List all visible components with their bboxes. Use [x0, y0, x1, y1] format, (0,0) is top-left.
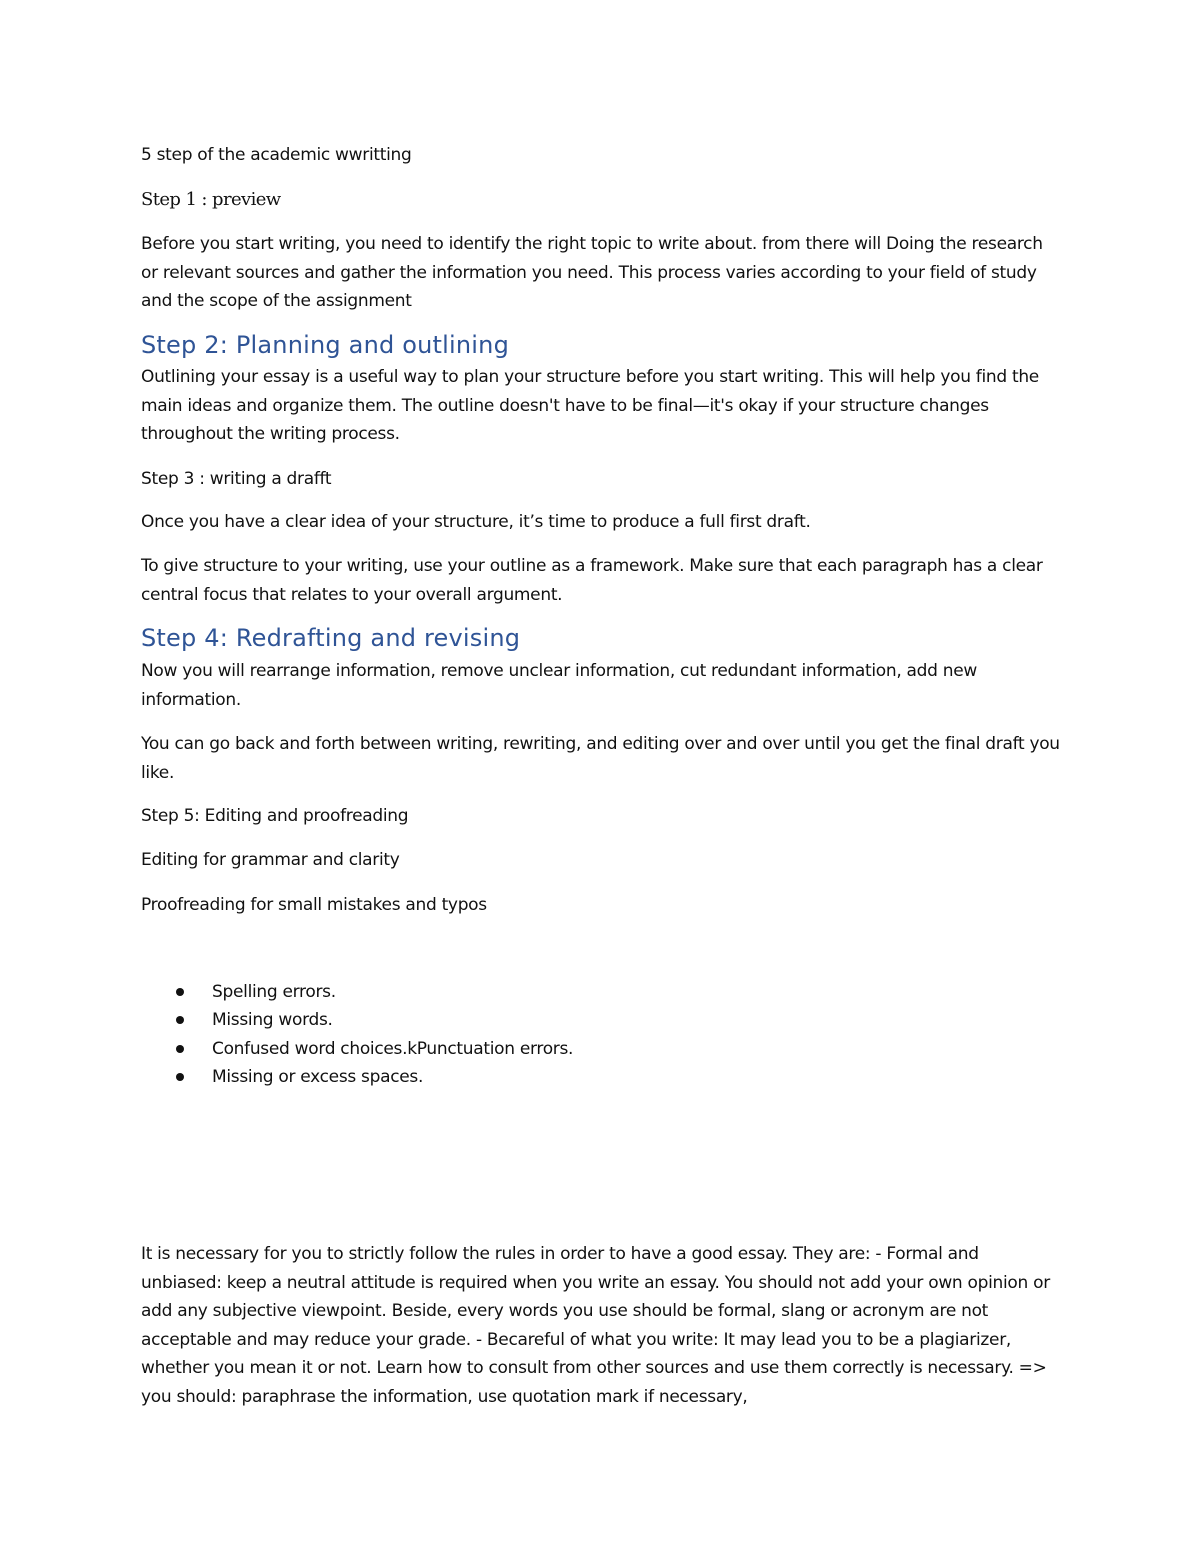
bullet-icon — [176, 1073, 184, 1081]
bullet-text: Missing or excess spaces. — [212, 1066, 424, 1087]
bullet-text: Missing words. — [212, 1010, 333, 1031]
step3-paragraph-2: To give structure to your writing, use your outline as a framework. Make sure that each paragraph has a clear central focus that relates to your overall argument. — [141, 556, 1043, 605]
step5-line-1: Editing for grammar and clarity — [141, 850, 400, 870]
list-item — [170, 978, 870, 1006]
step3-heading: Step 3 : writing a drafft — [141, 469, 332, 489]
bullet-text: Spelling errors. — [212, 982, 336, 1002]
step5-heading: Step 5: Editing and proofreading — [141, 806, 409, 826]
bullet-icon — [176, 988, 184, 996]
bullet-text: Confused word choices.kPunctuation errors. — [212, 1038, 574, 1059]
bullet-icon — [176, 1016, 184, 1024]
step5-line-2: Proofreading for small mistakes and typos — [141, 895, 487, 915]
closing-paragraph: It is necessary for you to strictly follow the rules in order to have a good essay. They are: - Formal and unbiased: keep a neutral attitude is required when you write an essay. You should not add your own opinion or add any subjective viewpoint. Beside, every words you use should be formal, slang or acronym are not acceptable and may reduce your grade. - Becareful of what you write: It may lead you to be a plagiarizer, whether you mean it or not. Learn how to consult from other sources and use them correctly is necessary. => you should: paraphrase the information, use quotation mark if necessary, — [141, 1244, 1050, 1407]
list-item — [170, 1006, 870, 1034]
step4-paragraph-1: Now you will rearrange information, remove unclear information, cut redundant information, add new information. — [141, 661, 977, 710]
document-title: 5 step of the academic wwritting — [141, 145, 412, 165]
step5-bullet-list — [170, 978, 870, 1091]
bullet-icon — [176, 1045, 184, 1053]
step1-paragraph: Before you start writing, you need to identify the right topic to write about. from there will Doing the research or relevant sources and gather the information you need. This process varies according to your field of study and the scope of the assignment — [141, 234, 1043, 311]
step3-paragraph-1: Once you have a clear idea of your structure, it’s time to produce a full first draft. — [141, 512, 811, 532]
step1-heading: Step 1 : preview — [141, 189, 281, 210]
list-item — [170, 1035, 870, 1063]
step4-paragraph-2: You can go back and forth between writing, rewriting, and editing over and over until you get the final draft you like. — [141, 734, 1060, 783]
step2-heading: Step 2: Planning and outlining — [141, 331, 510, 359]
step4-heading: Step 4: Redrafting and revising — [141, 624, 521, 652]
step2-paragraph: Outlining your essay is a useful way to plan your structure before you start writing. This will help you find the main ideas and organize them. The outline doesn't have to be final—it's okay if your structure changes throughout the writing process. — [141, 367, 1039, 444]
list-item — [170, 1063, 870, 1091]
